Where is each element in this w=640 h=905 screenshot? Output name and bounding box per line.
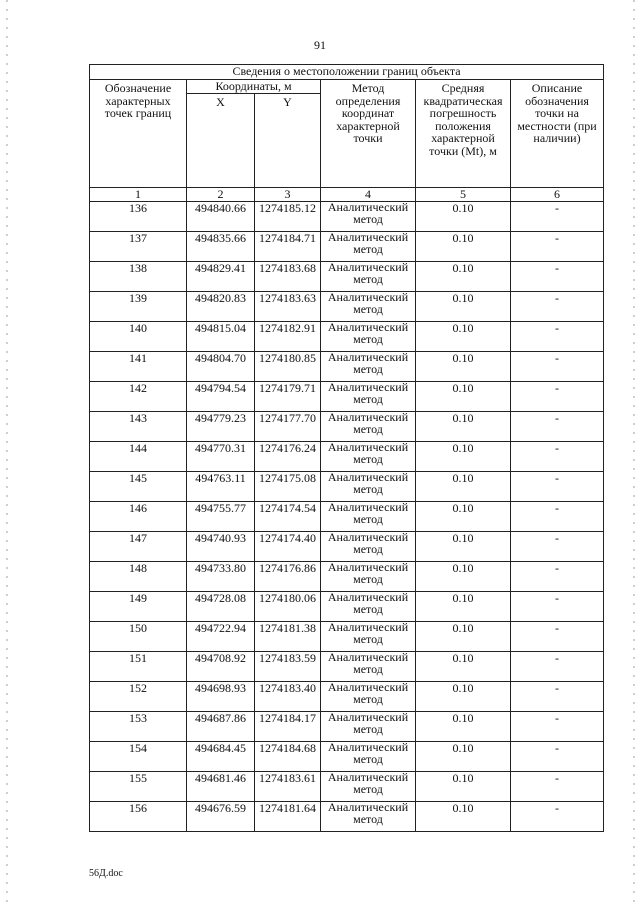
y-coordinate-cell: 1274174.40 (255, 532, 321, 562)
boundary-coordinates-table (89, 64, 604, 832)
description-cell: - (511, 742, 604, 772)
mean-error-cell: 0.10 (416, 292, 511, 322)
method-cell: Аналитический метод (321, 592, 416, 622)
y-coordinate-cell: 1274176.86 (255, 562, 321, 592)
table-row (90, 532, 604, 562)
table-row (90, 292, 604, 322)
page-number: 91 (314, 38, 326, 52)
point-number-cell: 140 (90, 322, 187, 352)
y-coordinate-cell: 1274184.17 (255, 712, 321, 742)
mean-error-cell: 0.10 (416, 202, 511, 232)
point-number-cell: 136 (90, 202, 187, 232)
column-number: 3 (255, 188, 321, 202)
method-cell: Аналитический метод (321, 412, 416, 442)
description-cell: - (511, 652, 604, 682)
mean-error-cell: 0.10 (416, 592, 511, 622)
description-cell: - (511, 232, 604, 262)
table-row (90, 262, 604, 292)
scan-edge-left (6, 0, 8, 905)
mean-error-cell: 0.10 (416, 502, 511, 532)
x-coordinate-cell: 494794.54 (187, 382, 255, 412)
mean-error-cell: 0.10 (416, 562, 511, 592)
method-cell: Аналитический метод (321, 382, 416, 412)
y-coordinate-cell: 1274181.64 (255, 802, 321, 832)
y-coordinate-cell: 1274183.61 (255, 772, 321, 802)
description-cell: - (511, 712, 604, 742)
x-coordinate-cell: 494676.59 (187, 802, 255, 832)
header-x: X (187, 94, 255, 188)
y-coordinate-cell: 1274176.24 (255, 442, 321, 472)
table-row (90, 442, 604, 472)
description-cell: - (511, 412, 604, 442)
column-numbers-row (90, 188, 604, 202)
point-number-cell: 148 (90, 562, 187, 592)
table-row (90, 592, 604, 622)
x-coordinate-cell: 494687.86 (187, 712, 255, 742)
point-number-cell: 142 (90, 382, 187, 412)
y-coordinate-cell: 1274184.68 (255, 742, 321, 772)
mean-error-cell: 0.10 (416, 322, 511, 352)
description-cell: - (511, 382, 604, 412)
method-cell: Аналитический метод (321, 712, 416, 742)
method-cell: Аналитический метод (321, 202, 416, 232)
mean-error-cell: 0.10 (416, 232, 511, 262)
table-row (90, 712, 604, 742)
table-row (90, 562, 604, 592)
point-number-cell: 145 (90, 472, 187, 502)
table-caption: Сведения о местоположении границ объекта (90, 65, 604, 80)
header-method: Метод определения координат характерной точки (321, 80, 416, 188)
method-cell: Аналитический метод (321, 682, 416, 712)
point-number-cell: 154 (90, 742, 187, 772)
table-row (90, 382, 604, 412)
column-number: 4 (321, 188, 416, 202)
x-coordinate-cell: 494815.04 (187, 322, 255, 352)
point-number-cell: 151 (90, 652, 187, 682)
method-cell: Аналитический метод (321, 802, 416, 832)
point-number-cell: 144 (90, 442, 187, 472)
method-cell: Аналитический метод (321, 532, 416, 562)
point-number-cell: 146 (90, 502, 187, 532)
x-coordinate-cell: 494728.08 (187, 592, 255, 622)
table-row (90, 682, 604, 712)
y-coordinate-cell: 1274184.71 (255, 232, 321, 262)
y-coordinate-cell: 1274174.54 (255, 502, 321, 532)
header-mean-error: Средняя квадратическая погрешность положения характерной точки (Mt), м (416, 80, 511, 188)
point-number-cell: 143 (90, 412, 187, 442)
point-number-cell: 141 (90, 352, 187, 382)
table-row (90, 352, 604, 382)
point-number-cell: 149 (90, 592, 187, 622)
description-cell: - (511, 472, 604, 502)
method-cell: Аналитический метод (321, 742, 416, 772)
x-coordinate-cell: 494740.93 (187, 532, 255, 562)
mean-error-cell: 0.10 (416, 712, 511, 742)
x-coordinate-cell: 494722.94 (187, 622, 255, 652)
header-point-designation: Обозначение характерных точек границ (90, 80, 187, 188)
mean-error-cell: 0.10 (416, 382, 511, 412)
point-number-cell: 138 (90, 262, 187, 292)
x-coordinate-cell: 494755.77 (187, 502, 255, 532)
point-number-cell: 139 (90, 292, 187, 322)
description-cell: - (511, 352, 604, 382)
mean-error-cell: 0.10 (416, 802, 511, 832)
table-row (90, 502, 604, 532)
y-coordinate-cell: 1274182.91 (255, 322, 321, 352)
mean-error-cell: 0.10 (416, 742, 511, 772)
x-coordinate-cell: 494779.23 (187, 412, 255, 442)
column-number: 1 (90, 188, 187, 202)
method-cell: Аналитический метод (321, 772, 416, 802)
description-cell: - (511, 202, 604, 232)
y-coordinate-cell: 1274175.08 (255, 472, 321, 502)
x-coordinate-cell: 494829.41 (187, 262, 255, 292)
table-row (90, 742, 604, 772)
description-cell: - (511, 682, 604, 712)
mean-error-cell: 0.10 (416, 262, 511, 292)
method-cell: Аналитический метод (321, 502, 416, 532)
x-coordinate-cell: 494684.45 (187, 742, 255, 772)
point-number-cell: 156 (90, 802, 187, 832)
table-row (90, 232, 604, 262)
x-coordinate-cell: 494820.83 (187, 292, 255, 322)
method-cell: Аналитический метод (321, 232, 416, 262)
description-cell: - (511, 442, 604, 472)
y-coordinate-cell: 1274183.63 (255, 292, 321, 322)
point-number-cell: 137 (90, 232, 187, 262)
mean-error-cell: 0.10 (416, 442, 511, 472)
y-coordinate-cell: 1274177.70 (255, 412, 321, 442)
table-row (90, 772, 604, 802)
x-coordinate-cell: 494835.66 (187, 232, 255, 262)
x-coordinate-cell: 494840.66 (187, 202, 255, 232)
footer-filename: 56Д.doc (89, 868, 123, 879)
method-cell: Аналитический метод (321, 472, 416, 502)
point-number-cell: 155 (90, 772, 187, 802)
header-y: Y (255, 94, 321, 188)
x-coordinate-cell: 494763.11 (187, 472, 255, 502)
description-cell: - (511, 592, 604, 622)
description-cell: - (511, 622, 604, 652)
description-cell: - (511, 502, 604, 532)
description-cell: - (511, 772, 604, 802)
mean-error-cell: 0.10 (416, 352, 511, 382)
method-cell: Аналитический метод (321, 262, 416, 292)
point-number-cell: 152 (90, 682, 187, 712)
mean-error-cell: 0.10 (416, 412, 511, 442)
table-row (90, 202, 604, 232)
description-cell: - (511, 262, 604, 292)
mean-error-cell: 0.10 (416, 472, 511, 502)
method-cell: Аналитический метод (321, 442, 416, 472)
y-coordinate-cell: 1274181.38 (255, 622, 321, 652)
method-cell: Аналитический метод (321, 292, 416, 322)
description-cell: - (511, 292, 604, 322)
method-cell: Аналитический метод (321, 652, 416, 682)
table-row (90, 622, 604, 652)
x-coordinate-cell: 494770.31 (187, 442, 255, 472)
description-cell: - (511, 562, 604, 592)
point-number-cell: 153 (90, 712, 187, 742)
mean-error-cell: 0.10 (416, 652, 511, 682)
header-description: Описание обозначения точки на местности (при наличии) (511, 80, 604, 188)
header-coordinates: Координаты, м (187, 80, 321, 94)
table-row (90, 412, 604, 442)
description-cell: - (511, 532, 604, 562)
y-coordinate-cell: 1274183.59 (255, 652, 321, 682)
mean-error-cell: 0.10 (416, 622, 511, 652)
column-number: 2 (187, 188, 255, 202)
x-coordinate-cell: 494708.92 (187, 652, 255, 682)
table-row (90, 472, 604, 502)
description-cell: - (511, 322, 604, 352)
x-coordinate-cell: 494804.70 (187, 352, 255, 382)
mean-error-cell: 0.10 (416, 682, 511, 712)
column-number: 5 (416, 188, 511, 202)
y-coordinate-cell: 1274180.06 (255, 592, 321, 622)
y-coordinate-cell: 1274183.40 (255, 682, 321, 712)
mean-error-cell: 0.10 (416, 532, 511, 562)
point-number-cell: 150 (90, 622, 187, 652)
method-cell: Аналитический метод (321, 562, 416, 592)
x-coordinate-cell: 494733.80 (187, 562, 255, 592)
description-cell: - (511, 802, 604, 832)
mean-error-cell: 0.10 (416, 772, 511, 802)
point-number-cell: 147 (90, 532, 187, 562)
y-coordinate-cell: 1274183.68 (255, 262, 321, 292)
scan-edge-right (633, 0, 635, 905)
table-row (90, 322, 604, 352)
y-coordinate-cell: 1274179.71 (255, 382, 321, 412)
x-coordinate-cell: 494698.93 (187, 682, 255, 712)
method-cell: Аналитический метод (321, 622, 416, 652)
method-cell: Аналитический метод (321, 352, 416, 382)
method-cell: Аналитический метод (321, 322, 416, 352)
table-row (90, 652, 604, 682)
table-row (90, 802, 604, 832)
column-number: 6 (511, 188, 604, 202)
y-coordinate-cell: 1274185.12 (255, 202, 321, 232)
x-coordinate-cell: 494681.46 (187, 772, 255, 802)
y-coordinate-cell: 1274180.85 (255, 352, 321, 382)
